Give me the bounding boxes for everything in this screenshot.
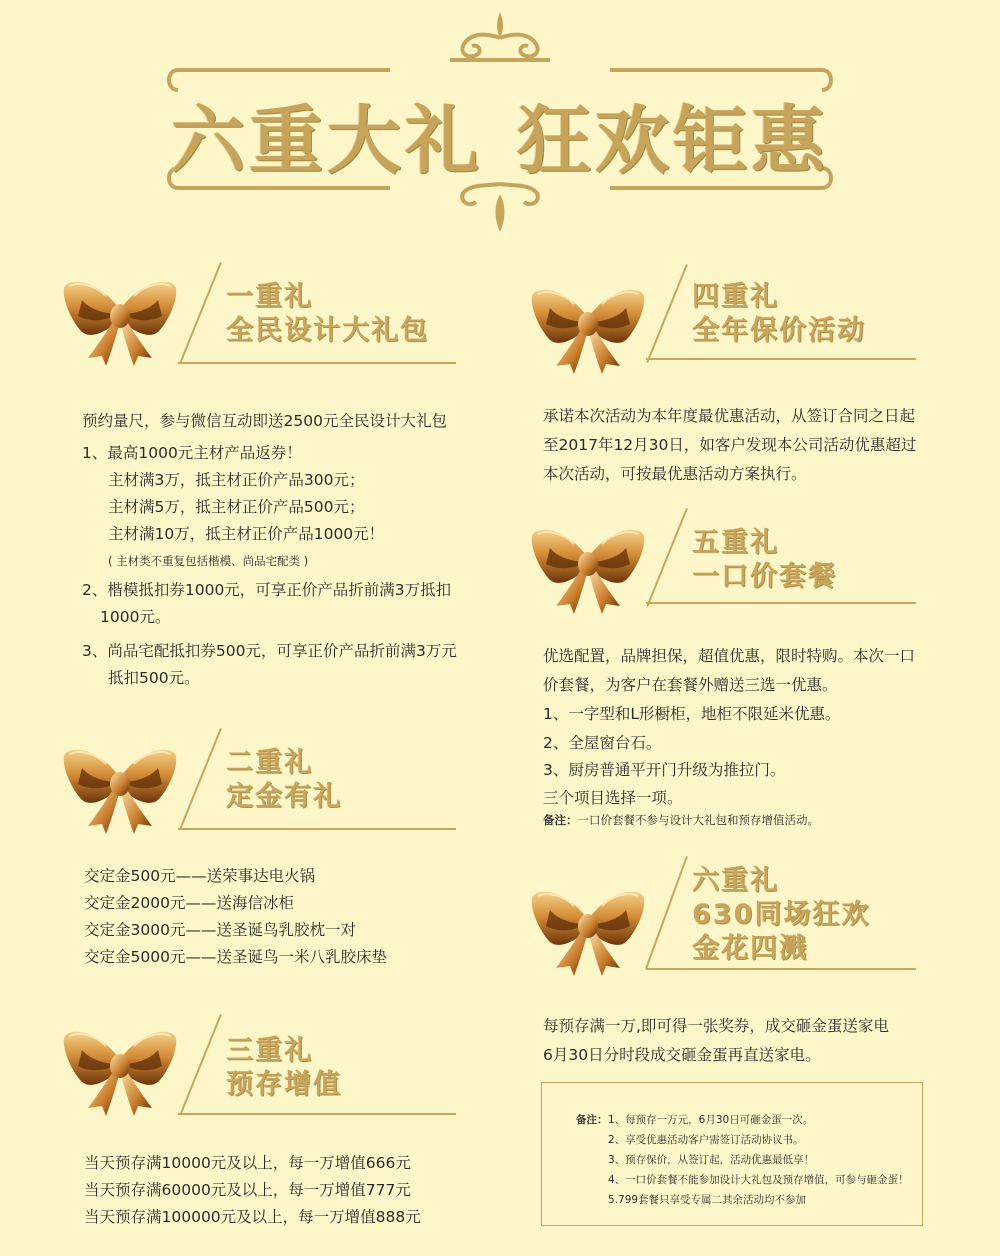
bow-icon bbox=[528, 278, 648, 378]
gift-4-line: 至2017年12月30日，如客户发现本公司活动优惠超过 bbox=[543, 436, 917, 454]
notes-line: 3、预存保价，从签订起，活动优惠最低享！ bbox=[608, 1154, 815, 1166]
gift-3-diag-rule bbox=[180, 1014, 222, 1115]
top-ornament-icon bbox=[440, 8, 560, 66]
gift-1-line: 2、楷模抵扣券1000元，可享正价产品折前满3万抵扣 bbox=[82, 581, 452, 599]
notes-label: 备注： bbox=[576, 1114, 608, 1126]
gift-5-line: 3、厨房普通平开门升级为推拉门。 bbox=[543, 761, 786, 779]
gift-6-title-line-3: 金花四溅 bbox=[692, 933, 808, 964]
header bbox=[0, 0, 1000, 250]
gift-4-title-line-1: 四重礼 bbox=[692, 281, 779, 312]
gift-1-line: 3、尚品宅配抵扣券500元，可享正价产品折前满3万元 bbox=[82, 642, 457, 660]
gift-1-title bbox=[226, 280, 429, 348]
bow-icon bbox=[528, 518, 648, 618]
gift-5-title-line-2: 一口价套餐 bbox=[692, 561, 837, 592]
main-title bbox=[0, 82, 1000, 188]
bow-icon bbox=[60, 270, 180, 370]
gift-1-rule bbox=[178, 362, 456, 364]
gift-5-note-label: 备注： bbox=[543, 813, 578, 827]
gift-1-line: ( 主材类不重复包括楷模、尚品宅配类 ) bbox=[108, 554, 309, 568]
gift-1-line: 主材满5万，抵主材正价产品500元； bbox=[108, 498, 365, 516]
notes-line: 4、一口价套餐不能参加设计大礼包及预存增值，可参与砸金蛋！ bbox=[608, 1174, 909, 1186]
gift-5-line: 1、一字型和L形橱柜，地柜不限延米优惠。 bbox=[543, 705, 841, 723]
main-title-left: 六重大礼 bbox=[171, 98, 483, 184]
gift-6-title-line-1: 六重礼 bbox=[692, 865, 779, 896]
gift-3-line: 当天预存满60000元及以上，每一万增值777元 bbox=[84, 1181, 411, 1199]
notes-line: 2、享受优惠活动客户需签订活动协议书。 bbox=[608, 1134, 804, 1146]
gift-5-diag-rule bbox=[646, 508, 688, 607]
gift-3-title-line-2: 预存增值 bbox=[226, 1069, 342, 1100]
gift-4-title-line-2: 全年保价活动 bbox=[692, 315, 866, 346]
gift-5-line: 优选配置，品牌担保，超值优惠，限时特购。本次一口 bbox=[543, 647, 916, 665]
gift-6-title-line-2: 630同场狂欢 bbox=[692, 899, 871, 930]
gift-1-line: 主材满10万，抵主材正价产品1000元！ bbox=[108, 525, 385, 543]
gift-3-rule bbox=[178, 1113, 456, 1115]
gift-1-diag-rule bbox=[180, 262, 222, 363]
gift-2-title-line-1: 二重礼 bbox=[226, 747, 313, 778]
bow-icon bbox=[60, 1020, 180, 1120]
gift-3-title-line-1: 三重礼 bbox=[226, 1035, 313, 1066]
gift-1-line: 1000元。 bbox=[100, 608, 171, 626]
gift-6-title bbox=[692, 864, 870, 966]
gift-2-rule bbox=[178, 828, 456, 830]
notes-line: 5.799套餐只享受专属二其余活动均不参加 bbox=[608, 1194, 807, 1206]
gift-1-line: 抵扣500元。 bbox=[108, 669, 200, 687]
gift-5-line: 三个项目选择一项。 bbox=[543, 789, 683, 807]
bow-icon bbox=[60, 738, 180, 838]
gift-4-line: 本次活动，可按最优惠活动方案执行。 bbox=[543, 465, 807, 483]
gift-2-line: 交定金500元——送荣事达电火锅 bbox=[84, 867, 316, 885]
gift-4-rule bbox=[646, 358, 916, 360]
bow-icon bbox=[528, 880, 648, 980]
bottom-ornament-icon bbox=[450, 180, 550, 236]
gift-2-line: 交定金5000元——送圣诞鸟一米八乳胶床垫 bbox=[84, 948, 387, 966]
gift-3-line: 当天预存满10000元及以上，每一万增值666元 bbox=[84, 1154, 411, 1172]
gift-4-line: 承诺本次活动为本年度最优惠活动，从签订合同之日起 bbox=[543, 407, 916, 425]
gift-6-line: 每预存满一万,即可得一张奖券，成交砸金蛋送家电 bbox=[543, 1017, 889, 1035]
gift-5-line: 价套餐，为客户在套餐外赠送三选一优惠。 bbox=[543, 676, 838, 694]
gift-3-title bbox=[226, 1034, 342, 1102]
gift-2-line: 交定金2000元——送海信冰柜 bbox=[84, 894, 294, 912]
gift-4-title bbox=[692, 280, 866, 348]
gift-6-rule bbox=[646, 968, 916, 970]
main-title-right: 狂欢钜惠 bbox=[517, 98, 829, 184]
gift-5-title bbox=[692, 526, 837, 594]
gift-3-line: 当天预存满100000元及以上，每一万增值888元 bbox=[84, 1208, 421, 1226]
gift-4-diag-rule bbox=[646, 264, 688, 363]
gift-6-diag-rule bbox=[645, 856, 688, 969]
gift-1-line: 1、最高1000元主材产品返券！ bbox=[82, 444, 302, 462]
notes-line: 1、每预存一万元，6月30日可砸金蛋一次。 bbox=[608, 1114, 814, 1126]
gift-6-line: 6月30日分时段成交砸金蛋再直送家电。 bbox=[543, 1046, 821, 1064]
gift-5-note bbox=[543, 810, 819, 830]
gift-2-title bbox=[226, 746, 342, 814]
gift-5-line: 2、全屋窗台石。 bbox=[543, 734, 662, 752]
gift-5-rule bbox=[646, 602, 916, 604]
gift-2-title-line-2: 定金有礼 bbox=[226, 781, 342, 812]
gift-1-line: 主材满3万，抵主材正价产品300元； bbox=[108, 471, 365, 489]
gift-1-title-line-2: 全民设计大礼包 bbox=[226, 315, 429, 346]
notes-box bbox=[541, 1082, 923, 1226]
gift-1-line: 预约量尺，参与微信互动即送2500元全民设计大礼包 bbox=[82, 412, 447, 430]
gift-5-title-line-1: 五重礼 bbox=[692, 527, 779, 558]
gift-2-line: 交定金3000元——送圣诞鸟乳胶枕一对 bbox=[84, 921, 356, 939]
gift-2-diag-rule bbox=[180, 728, 222, 829]
gift-5-note-text: 一口价套餐不参与设计大礼包和预存增值活动。 bbox=[577, 813, 819, 827]
gift-1-title-line-1: 一重礼 bbox=[226, 281, 313, 312]
